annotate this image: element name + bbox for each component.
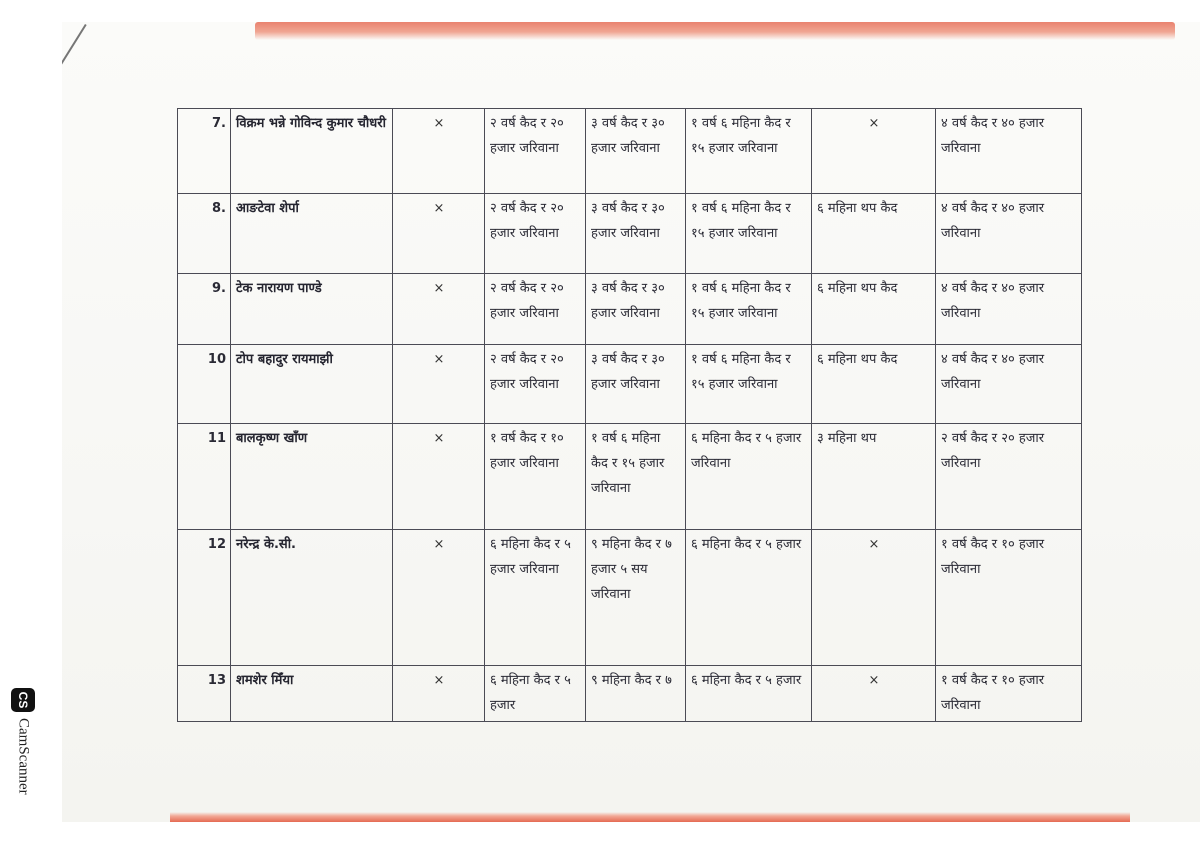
sentence-cell: ६ महिना कैद र ५ हजार जरिवाना: [686, 424, 812, 530]
serial-number: 12: [178, 530, 231, 666]
cross-mark: ×: [393, 194, 485, 274]
table-row: [178, 530, 1082, 666]
sentence-cell: २ वर्ष कैद र २० हजार जरिवाना: [485, 345, 586, 424]
additional-sentence-cell: ६ महिना थप कैद: [812, 274, 936, 345]
sentence-cell: ३ वर्ष कैद र ३० हजार जरिवाना: [586, 194, 686, 274]
additional-sentence-cell: ३ महिना थप: [812, 424, 936, 530]
sentence-cell: ६ महिना कैद र ५ हजार: [686, 666, 812, 722]
total-sentence-cell: २ वर्ष कैद र २० हजार जरिवाना: [936, 424, 1082, 530]
camscanner-label: CamScanner: [15, 718, 32, 795]
sentence-cell: २ वर्ष कैद र २० हजार जरिवाना: [485, 194, 586, 274]
cross-mark: ×: [393, 666, 485, 722]
table-row: [178, 109, 1082, 194]
sentence-cell: २ वर्ष कैद र २० हजार जरिवाना: [485, 109, 586, 194]
cross-mark: ×: [812, 109, 936, 194]
cross-mark: ×: [393, 424, 485, 530]
serial-number: 9.: [178, 274, 231, 345]
sentence-cell: ३ वर्ष कैद र ३० हजार जरिवाना: [586, 274, 686, 345]
sentence-cell: ३ वर्ष कैद र ३० हजार जरिवाना: [586, 109, 686, 194]
serial-number: 11: [178, 424, 231, 530]
additional-sentence-cell: ६ महिना थप कैद: [812, 194, 936, 274]
sentence-cell: ९ महिना कैद र ७ हजार ५ सय जरिवाना: [586, 530, 686, 666]
sentence-cell: १ वर्ष ६ महिना कैद र १५ हजार जरिवाना: [586, 424, 686, 530]
cross-mark: ×: [812, 530, 936, 666]
camscanner-logo-icon: CS: [11, 688, 35, 712]
total-sentence-cell: १ वर्ष कैद र १० हजार जरिवाना: [936, 666, 1082, 722]
sentence-cell: १ वर्ष ६ महिना कैद र १५ हजार जरिवाना: [686, 345, 812, 424]
cross-mark: ×: [812, 666, 936, 722]
page-top-edge: [255, 22, 1175, 40]
sentence-cell: ६ महिना कैद र ५ हजार: [485, 666, 586, 722]
sentence-cell: १ वर्ष ६ महिना कैद र १५ हजार जरिवाना: [686, 194, 812, 274]
accused-name: आङटेवा शेर्पा: [231, 194, 393, 274]
serial-number: 10: [178, 345, 231, 424]
serial-number: 7.: [178, 109, 231, 194]
accused-name: विक्रम भन्ने गोविन्द कुमार चौधरी: [231, 109, 393, 194]
sentence-cell: १ वर्ष ६ महिना कैद र १५ हजार जरिवाना: [686, 109, 812, 194]
accused-name: टेक नारायण पाण्डे: [231, 274, 393, 345]
accused-name: शमशेर मिँया: [231, 666, 393, 722]
verdict-table: [177, 108, 1082, 722]
serial-number: 13: [178, 666, 231, 722]
sentence-cell: २ वर्ष कैद र २० हजार जरिवाना: [485, 274, 586, 345]
accused-name: टोप बहादुर रायमाझी: [231, 345, 393, 424]
cross-mark: ×: [393, 530, 485, 666]
serial-number: 8.: [178, 194, 231, 274]
cross-mark: ×: [393, 345, 485, 424]
cross-mark: ×: [393, 109, 485, 194]
accused-name: बालकृष्ण खाँण: [231, 424, 393, 530]
table-row: [178, 424, 1082, 530]
page-bottom-edge: [170, 812, 1130, 822]
total-sentence-cell: ४ वर्ष कैद र ४० हजार जरिवाना: [936, 194, 1082, 274]
total-sentence-cell: ४ वर्ष कैद र ४० हजार जरिवाना: [936, 345, 1082, 424]
accused-name: नरेन्द्र के.सी.: [231, 530, 393, 666]
additional-sentence-cell: ६ महिना थप कैद: [812, 345, 936, 424]
total-sentence-cell: १ वर्ष कैद र १० हजार जरिवाना: [936, 530, 1082, 666]
sentence-cell: ९ महिना कैद र ७: [586, 666, 686, 722]
table-row: [178, 274, 1082, 345]
total-sentence-cell: ४ वर्ष कैद र ४० हजार जरिवाना: [936, 109, 1082, 194]
table-row: [178, 345, 1082, 424]
camscanner-watermark: [10, 688, 36, 795]
table-row: [178, 194, 1082, 274]
sentence-cell: ६ महिना कैद र ५ हजार: [686, 530, 812, 666]
table-row: [178, 666, 1082, 722]
total-sentence-cell: ४ वर्ष कैद र ४० हजार जरिवाना: [936, 274, 1082, 345]
sentence-cell: १ वर्ष कैद र १० हजार जरिवाना: [485, 424, 586, 530]
sentence-cell: १ वर्ष ६ महिना कैद र १५ हजार जरिवाना: [686, 274, 812, 345]
cross-mark: ×: [393, 274, 485, 345]
sentence-cell: ६ महिना कैद र ५ हजार जरिवाना: [485, 530, 586, 666]
sentence-cell: ३ वर्ष कैद र ३० हजार जरिवाना: [586, 345, 686, 424]
